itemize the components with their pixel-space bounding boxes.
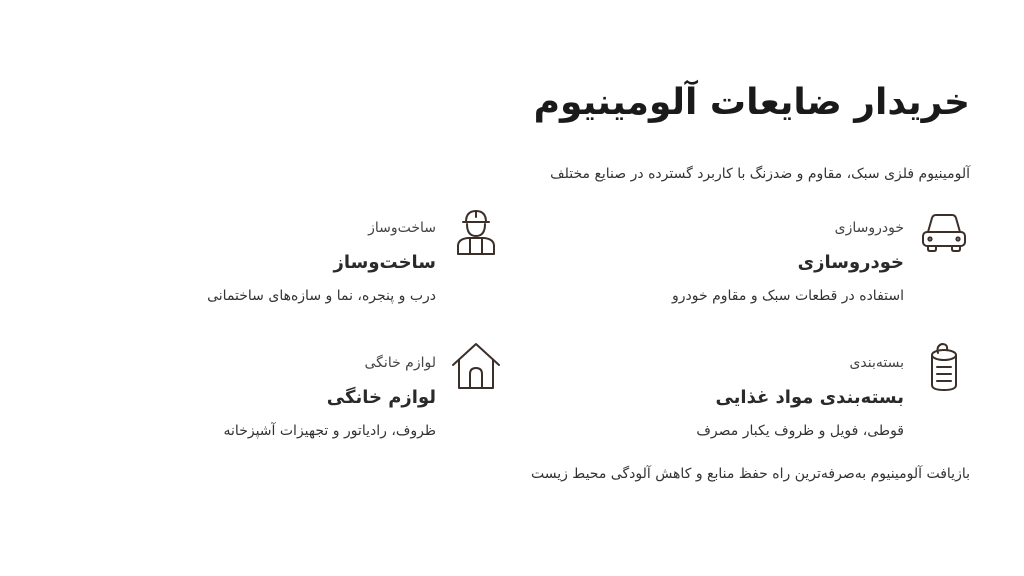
card-automotive-label: خودروسازی: [834, 220, 904, 236]
page-title: خریدار ضایعات آلومینیوم: [533, 82, 970, 123]
card-construction-heading: ساخت‌وساز: [333, 252, 436, 273]
card-packaging-description: قوطی، فویل و ظروف یکبار مصرف: [696, 423, 904, 439]
card-automotive-heading: خودروسازی: [797, 252, 904, 273]
page-subtitle: آلومینیوم فلزی سبک، مقاوم و ضدزنگ با کاربرد گسترده در صنایع مختلف: [550, 166, 970, 182]
card-packaging: [550, 341, 970, 451]
card-home-appliances-heading: لوازم خانگی: [326, 387, 436, 408]
card-packaging-label: بسته‌بندی: [849, 355, 904, 371]
house-icon: [450, 341, 502, 393]
card-construction-description: درب و پنجره، نما و سازه‌های ساختمانی: [207, 288, 436, 304]
card-home-appliances: [82, 341, 502, 451]
card-home-appliances-label: لوازم خانگی: [364, 355, 436, 371]
car-icon: [918, 206, 970, 258]
worker-helmet-icon: [450, 206, 502, 258]
can-icon: [918, 341, 970, 393]
card-automotive-description: استفاده در قطعات سبک و مقاوم خودرو: [672, 288, 904, 304]
card-packaging-heading: بسته‌بندی مواد غذایی: [715, 387, 904, 408]
footer-note: بازیافت آلومینیوم به‌صرفه‌ترین راه حفظ منابع و کاهش آلودگی محیط زیست: [530, 466, 970, 482]
card-construction: [82, 206, 502, 316]
card-automotive: [550, 206, 970, 316]
card-home-appliances-description: ظروف، رادیاتور و تجهیزات آشپزخانه: [223, 423, 436, 439]
card-construction-label: ساخت‌وساز: [368, 220, 436, 236]
